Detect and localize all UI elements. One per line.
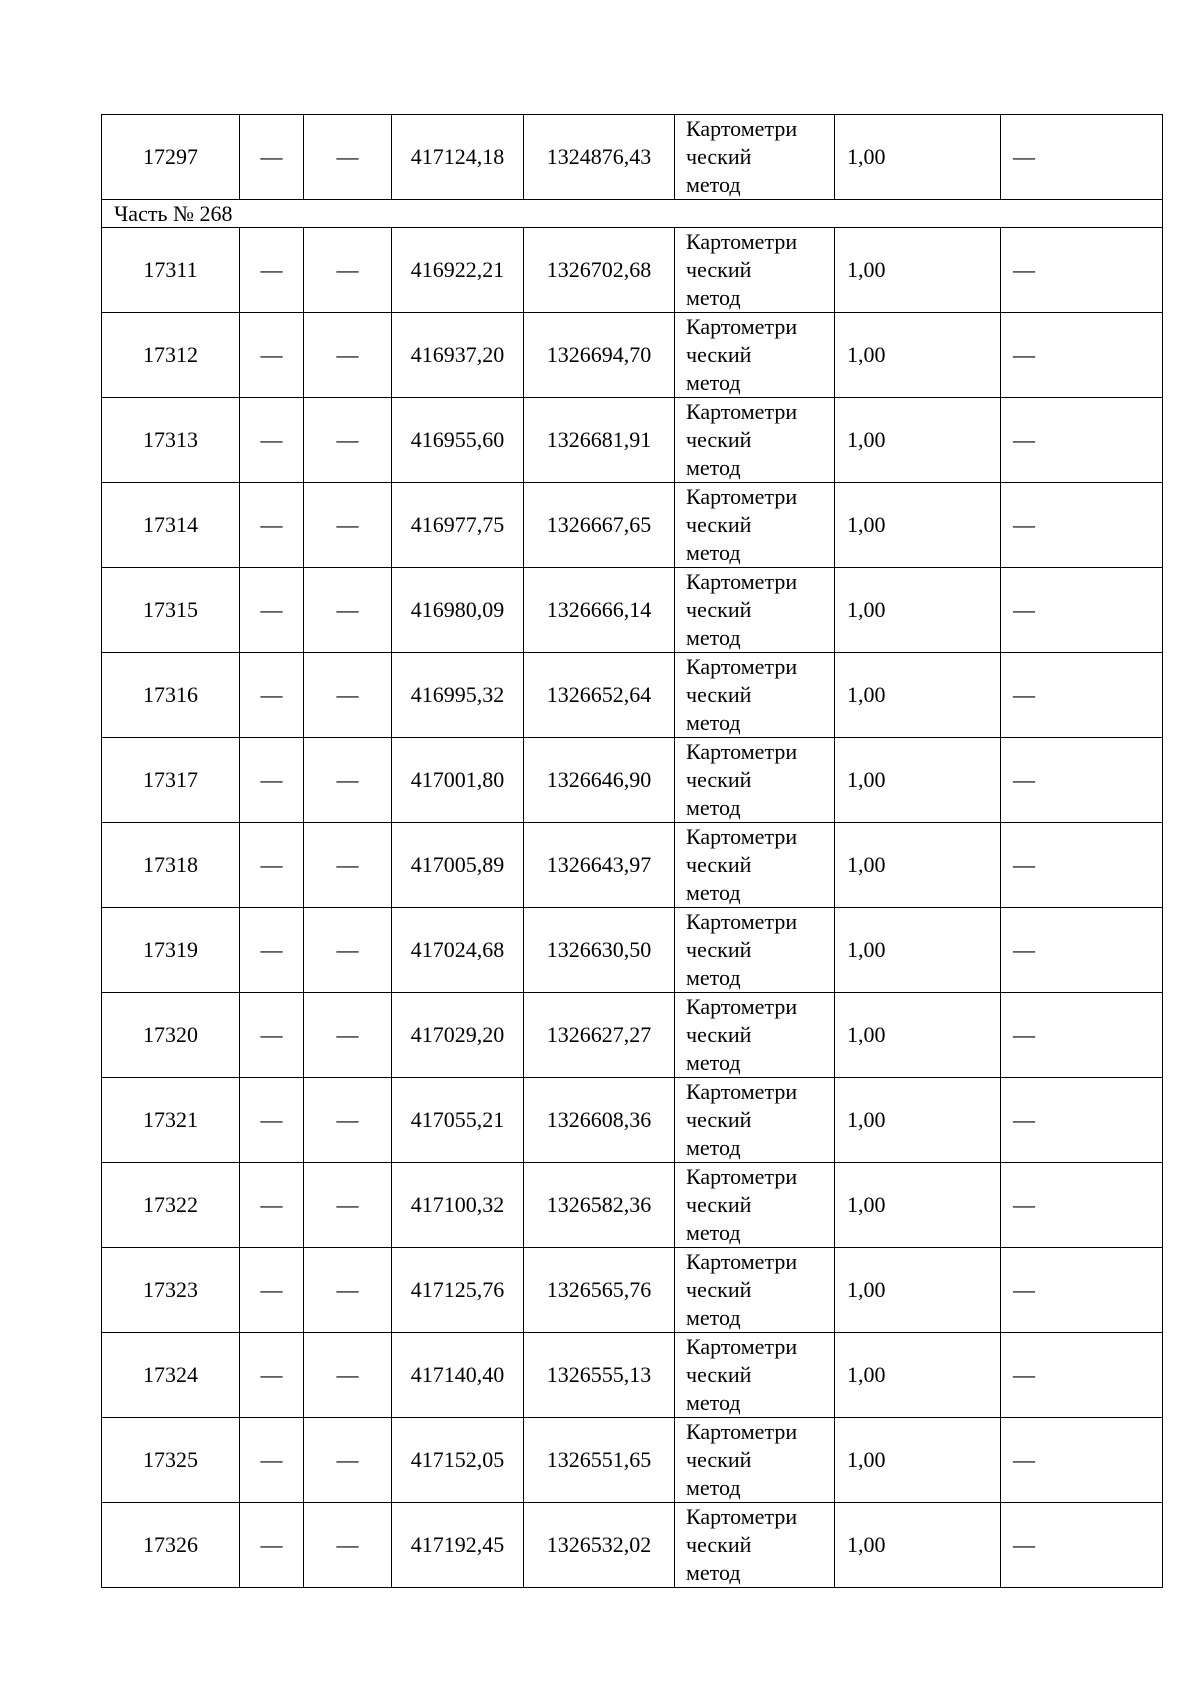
- empty-column-cell: —: [304, 1078, 392, 1163]
- empty-column-cell: —: [240, 1163, 304, 1248]
- description-cell: —: [1001, 738, 1163, 823]
- y-coordinate-cell: 1326666,14: [524, 568, 675, 653]
- method-text-line: Картометри: [686, 994, 798, 1019]
- method-text-line: Картометри: [686, 229, 798, 254]
- accuracy-cell: 1,00: [835, 1248, 1001, 1333]
- coordinates-table: [101, 114, 1163, 1588]
- empty-column-cell: —: [240, 823, 304, 908]
- accuracy-cell: 1,00: [835, 398, 1001, 483]
- accuracy-cell: 1,00: [835, 1163, 1001, 1248]
- method-cell: [675, 228, 835, 313]
- point-number-cell: 17316: [102, 653, 240, 738]
- point-number-cell: 17315: [102, 568, 240, 653]
- point-number-cell: 17325: [102, 1418, 240, 1503]
- empty-column-cell: —: [240, 1503, 304, 1588]
- description-cell: —: [1001, 1248, 1163, 1333]
- description-cell: —: [1001, 313, 1163, 398]
- y-coordinate-cell: 1326681,91: [524, 398, 675, 483]
- table-row: [102, 228, 1163, 313]
- empty-column-cell: —: [304, 1333, 392, 1418]
- point-number-cell: 17320: [102, 993, 240, 1078]
- accuracy-cell: 1,00: [835, 568, 1001, 653]
- table-row: [102, 313, 1163, 398]
- point-number-cell: 17317: [102, 738, 240, 823]
- empty-column-cell: —: [304, 823, 392, 908]
- method-text-line: метод: [686, 1050, 741, 1075]
- x-coordinate-cell: 416922,21: [392, 228, 524, 313]
- y-coordinate-cell: 1326652,64: [524, 653, 675, 738]
- method-text-line: метод: [686, 1560, 741, 1585]
- y-coordinate-cell: 1326643,97: [524, 823, 675, 908]
- empty-column-cell: —: [240, 1418, 304, 1503]
- description-cell: —: [1001, 1418, 1163, 1503]
- x-coordinate-cell: 417001,80: [392, 738, 524, 823]
- method-text-line: ческий: [686, 257, 752, 282]
- description-cell: —: [1001, 908, 1163, 993]
- empty-column-cell: —: [240, 228, 304, 313]
- empty-column-cell: —: [240, 1248, 304, 1333]
- accuracy-cell: 1,00: [835, 483, 1001, 568]
- x-coordinate-cell: 417124,18: [392, 115, 524, 200]
- table-row: [102, 398, 1163, 483]
- table-row: [102, 738, 1163, 823]
- method-text-line: Картометри: [686, 484, 798, 509]
- empty-column-cell: —: [304, 483, 392, 568]
- empty-column-cell: —: [304, 653, 392, 738]
- x-coordinate-cell: 417140,40: [392, 1333, 524, 1418]
- x-coordinate-cell: 417100,32: [392, 1163, 524, 1248]
- point-number-cell: 17324: [102, 1333, 240, 1418]
- description-cell: —: [1001, 1503, 1163, 1588]
- x-coordinate-cell: 417029,20: [392, 993, 524, 1078]
- method-text-line: ческий: [686, 144, 752, 169]
- method-cell: [675, 1503, 835, 1588]
- table-row: [102, 823, 1163, 908]
- table-row: [102, 1248, 1163, 1333]
- method-text-line: ческий: [686, 597, 752, 622]
- empty-column-cell: —: [304, 993, 392, 1078]
- description-cell: —: [1001, 993, 1163, 1078]
- y-coordinate-cell: 1324876,43: [524, 115, 675, 200]
- y-coordinate-cell: 1326565,76: [524, 1248, 675, 1333]
- y-coordinate-cell: 1326646,90: [524, 738, 675, 823]
- method-cell: [675, 398, 835, 483]
- method-text-line: метод: [686, 540, 741, 565]
- method-cell: [675, 823, 835, 908]
- point-number-cell: 17318: [102, 823, 240, 908]
- description-cell: —: [1001, 1078, 1163, 1163]
- method-cell: [675, 1418, 835, 1503]
- accuracy-cell: 1,00: [835, 228, 1001, 313]
- x-coordinate-cell: 417005,89: [392, 823, 524, 908]
- y-coordinate-cell: 1326532,02: [524, 1503, 675, 1588]
- x-coordinate-cell: 417152,05: [392, 1418, 524, 1503]
- accuracy-cell: 1,00: [835, 738, 1001, 823]
- empty-column-cell: —: [304, 1503, 392, 1588]
- method-text-line: ческий: [686, 1277, 752, 1302]
- empty-column-cell: —: [240, 1078, 304, 1163]
- table-row: [102, 568, 1163, 653]
- method-text-line: Картометри: [686, 1419, 798, 1444]
- table-row: [102, 1503, 1163, 1588]
- y-coordinate-cell: 1326555,13: [524, 1333, 675, 1418]
- accuracy-cell: 1,00: [835, 908, 1001, 993]
- method-text-line: ческий: [686, 852, 752, 877]
- accuracy-cell: 1,00: [835, 115, 1001, 200]
- table-row: [102, 1163, 1163, 1248]
- empty-column-cell: —: [240, 653, 304, 738]
- empty-column-cell: —: [240, 738, 304, 823]
- empty-column-cell: —: [304, 228, 392, 313]
- method-text-line: ческий: [686, 937, 752, 962]
- method-text-line: Картометри: [686, 1164, 798, 1189]
- table-row: [102, 908, 1163, 993]
- method-cell: [675, 115, 835, 200]
- empty-column-cell: —: [240, 313, 304, 398]
- method-text-line: метод: [686, 1305, 741, 1330]
- empty-column-cell: —: [240, 115, 304, 200]
- method-text-line: Картометри: [686, 739, 798, 764]
- point-number-cell: 17314: [102, 483, 240, 568]
- method-text-line: Картометри: [686, 1079, 798, 1104]
- point-number-cell: 17321: [102, 1078, 240, 1163]
- method-text-line: метод: [686, 1135, 741, 1160]
- x-coordinate-cell: 416995,32: [392, 653, 524, 738]
- x-coordinate-cell: 417024,68: [392, 908, 524, 993]
- table-row: [102, 1078, 1163, 1163]
- empty-column-cell: —: [304, 738, 392, 823]
- point-number-cell: 17312: [102, 313, 240, 398]
- empty-column-cell: —: [240, 908, 304, 993]
- method-text-line: метод: [686, 285, 741, 310]
- empty-column-cell: —: [304, 568, 392, 653]
- method-text-line: Картометри: [686, 1504, 798, 1529]
- method-cell: [675, 568, 835, 653]
- method-text-line: метод: [686, 880, 741, 905]
- y-coordinate-cell: 1326551,65: [524, 1418, 675, 1503]
- section-label: Часть № 268: [102, 200, 1163, 228]
- table-row: [102, 993, 1163, 1078]
- y-coordinate-cell: 1326694,70: [524, 313, 675, 398]
- x-coordinate-cell: 417125,76: [392, 1248, 524, 1333]
- point-number-cell: 17297: [102, 115, 240, 200]
- point-number-cell: 17313: [102, 398, 240, 483]
- method-text-line: метод: [686, 795, 741, 820]
- x-coordinate-cell: 416955,60: [392, 398, 524, 483]
- method-cell: [675, 1248, 835, 1333]
- accuracy-cell: 1,00: [835, 1418, 1001, 1503]
- method-cell: [675, 738, 835, 823]
- accuracy-cell: 1,00: [835, 313, 1001, 398]
- method-cell: [675, 313, 835, 398]
- table-row: [102, 653, 1163, 738]
- accuracy-cell: 1,00: [835, 993, 1001, 1078]
- method-cell: [675, 653, 835, 738]
- point-number-cell: 17322: [102, 1163, 240, 1248]
- method-text-line: Картометри: [686, 1249, 798, 1274]
- table-row: [102, 1333, 1163, 1418]
- empty-column-cell: —: [240, 993, 304, 1078]
- method-text-line: ческий: [686, 682, 752, 707]
- method-text-line: метод: [686, 965, 741, 990]
- x-coordinate-cell: 416977,75: [392, 483, 524, 568]
- table-row: [102, 115, 1163, 200]
- description-cell: —: [1001, 1333, 1163, 1418]
- x-coordinate-cell: 417192,45: [392, 1503, 524, 1588]
- method-text-line: Картометри: [686, 654, 798, 679]
- accuracy-cell: 1,00: [835, 1333, 1001, 1418]
- method-text-line: ческий: [686, 1532, 752, 1557]
- empty-column-cell: —: [240, 568, 304, 653]
- method-text-line: метод: [686, 1390, 741, 1415]
- y-coordinate-cell: 1326667,65: [524, 483, 675, 568]
- y-coordinate-cell: 1326630,50: [524, 908, 675, 993]
- empty-column-cell: —: [304, 1418, 392, 1503]
- description-cell: —: [1001, 1163, 1163, 1248]
- y-coordinate-cell: 1326582,36: [524, 1163, 675, 1248]
- accuracy-cell: 1,00: [835, 653, 1001, 738]
- description-cell: —: [1001, 115, 1163, 200]
- method-cell: [675, 1078, 835, 1163]
- empty-column-cell: —: [240, 483, 304, 568]
- description-cell: —: [1001, 228, 1163, 313]
- empty-column-cell: —: [304, 908, 392, 993]
- method-text-line: Картометри: [686, 1334, 798, 1359]
- description-cell: —: [1001, 398, 1163, 483]
- description-cell: —: [1001, 653, 1163, 738]
- accuracy-cell: 1,00: [835, 823, 1001, 908]
- method-text-line: Картометри: [686, 116, 798, 141]
- method-cell: [675, 1333, 835, 1418]
- method-cell: [675, 483, 835, 568]
- method-text-line: ческий: [686, 767, 752, 792]
- method-cell: [675, 1163, 835, 1248]
- table-body: [102, 115, 1163, 1588]
- method-text-line: метод: [686, 455, 741, 480]
- method-text-line: метод: [686, 370, 741, 395]
- method-text-line: метод: [686, 625, 741, 650]
- method-text-line: ческий: [686, 427, 752, 452]
- x-coordinate-cell: 416980,09: [392, 568, 524, 653]
- method-text-line: метод: [686, 1220, 741, 1245]
- method-text-line: Картометри: [686, 314, 798, 339]
- empty-column-cell: —: [304, 1163, 392, 1248]
- description-cell: —: [1001, 823, 1163, 908]
- method-cell: [675, 993, 835, 1078]
- method-text-line: метод: [686, 1475, 741, 1500]
- accuracy-cell: 1,00: [835, 1503, 1001, 1588]
- y-coordinate-cell: 1326702,68: [524, 228, 675, 313]
- point-number-cell: 17319: [102, 908, 240, 993]
- empty-column-cell: —: [304, 1248, 392, 1333]
- method-text-line: ческий: [686, 1107, 752, 1132]
- method-cell: [675, 908, 835, 993]
- x-coordinate-cell: 416937,20: [392, 313, 524, 398]
- empty-column-cell: —: [240, 1333, 304, 1418]
- empty-column-cell: —: [304, 313, 392, 398]
- method-text-line: ческий: [686, 342, 752, 367]
- method-text-line: Картометри: [686, 909, 798, 934]
- description-cell: —: [1001, 568, 1163, 653]
- point-number-cell: 17326: [102, 1503, 240, 1588]
- section-header-row: [102, 200, 1163, 228]
- point-number-cell: 17323: [102, 1248, 240, 1333]
- point-number-cell: 17311: [102, 228, 240, 313]
- method-text-line: ческий: [686, 1362, 752, 1387]
- description-cell: —: [1001, 483, 1163, 568]
- method-text-line: метод: [686, 172, 741, 197]
- method-text-line: Картометри: [686, 824, 798, 849]
- method-text-line: ческий: [686, 1192, 752, 1217]
- table-row: [102, 1418, 1163, 1503]
- empty-column-cell: —: [240, 398, 304, 483]
- y-coordinate-cell: 1326627,27: [524, 993, 675, 1078]
- method-text-line: Картометри: [686, 399, 798, 424]
- method-text-line: метод: [686, 710, 741, 735]
- empty-column-cell: —: [304, 115, 392, 200]
- method-text-line: Картометри: [686, 569, 798, 594]
- empty-column-cell: —: [304, 398, 392, 483]
- method-text-line: ческий: [686, 1022, 752, 1047]
- y-coordinate-cell: 1326608,36: [524, 1078, 675, 1163]
- method-text-line: ческий: [686, 512, 752, 537]
- method-text-line: ческий: [686, 1447, 752, 1472]
- x-coordinate-cell: 417055,21: [392, 1078, 524, 1163]
- accuracy-cell: 1,00: [835, 1078, 1001, 1163]
- table-row: [102, 483, 1163, 568]
